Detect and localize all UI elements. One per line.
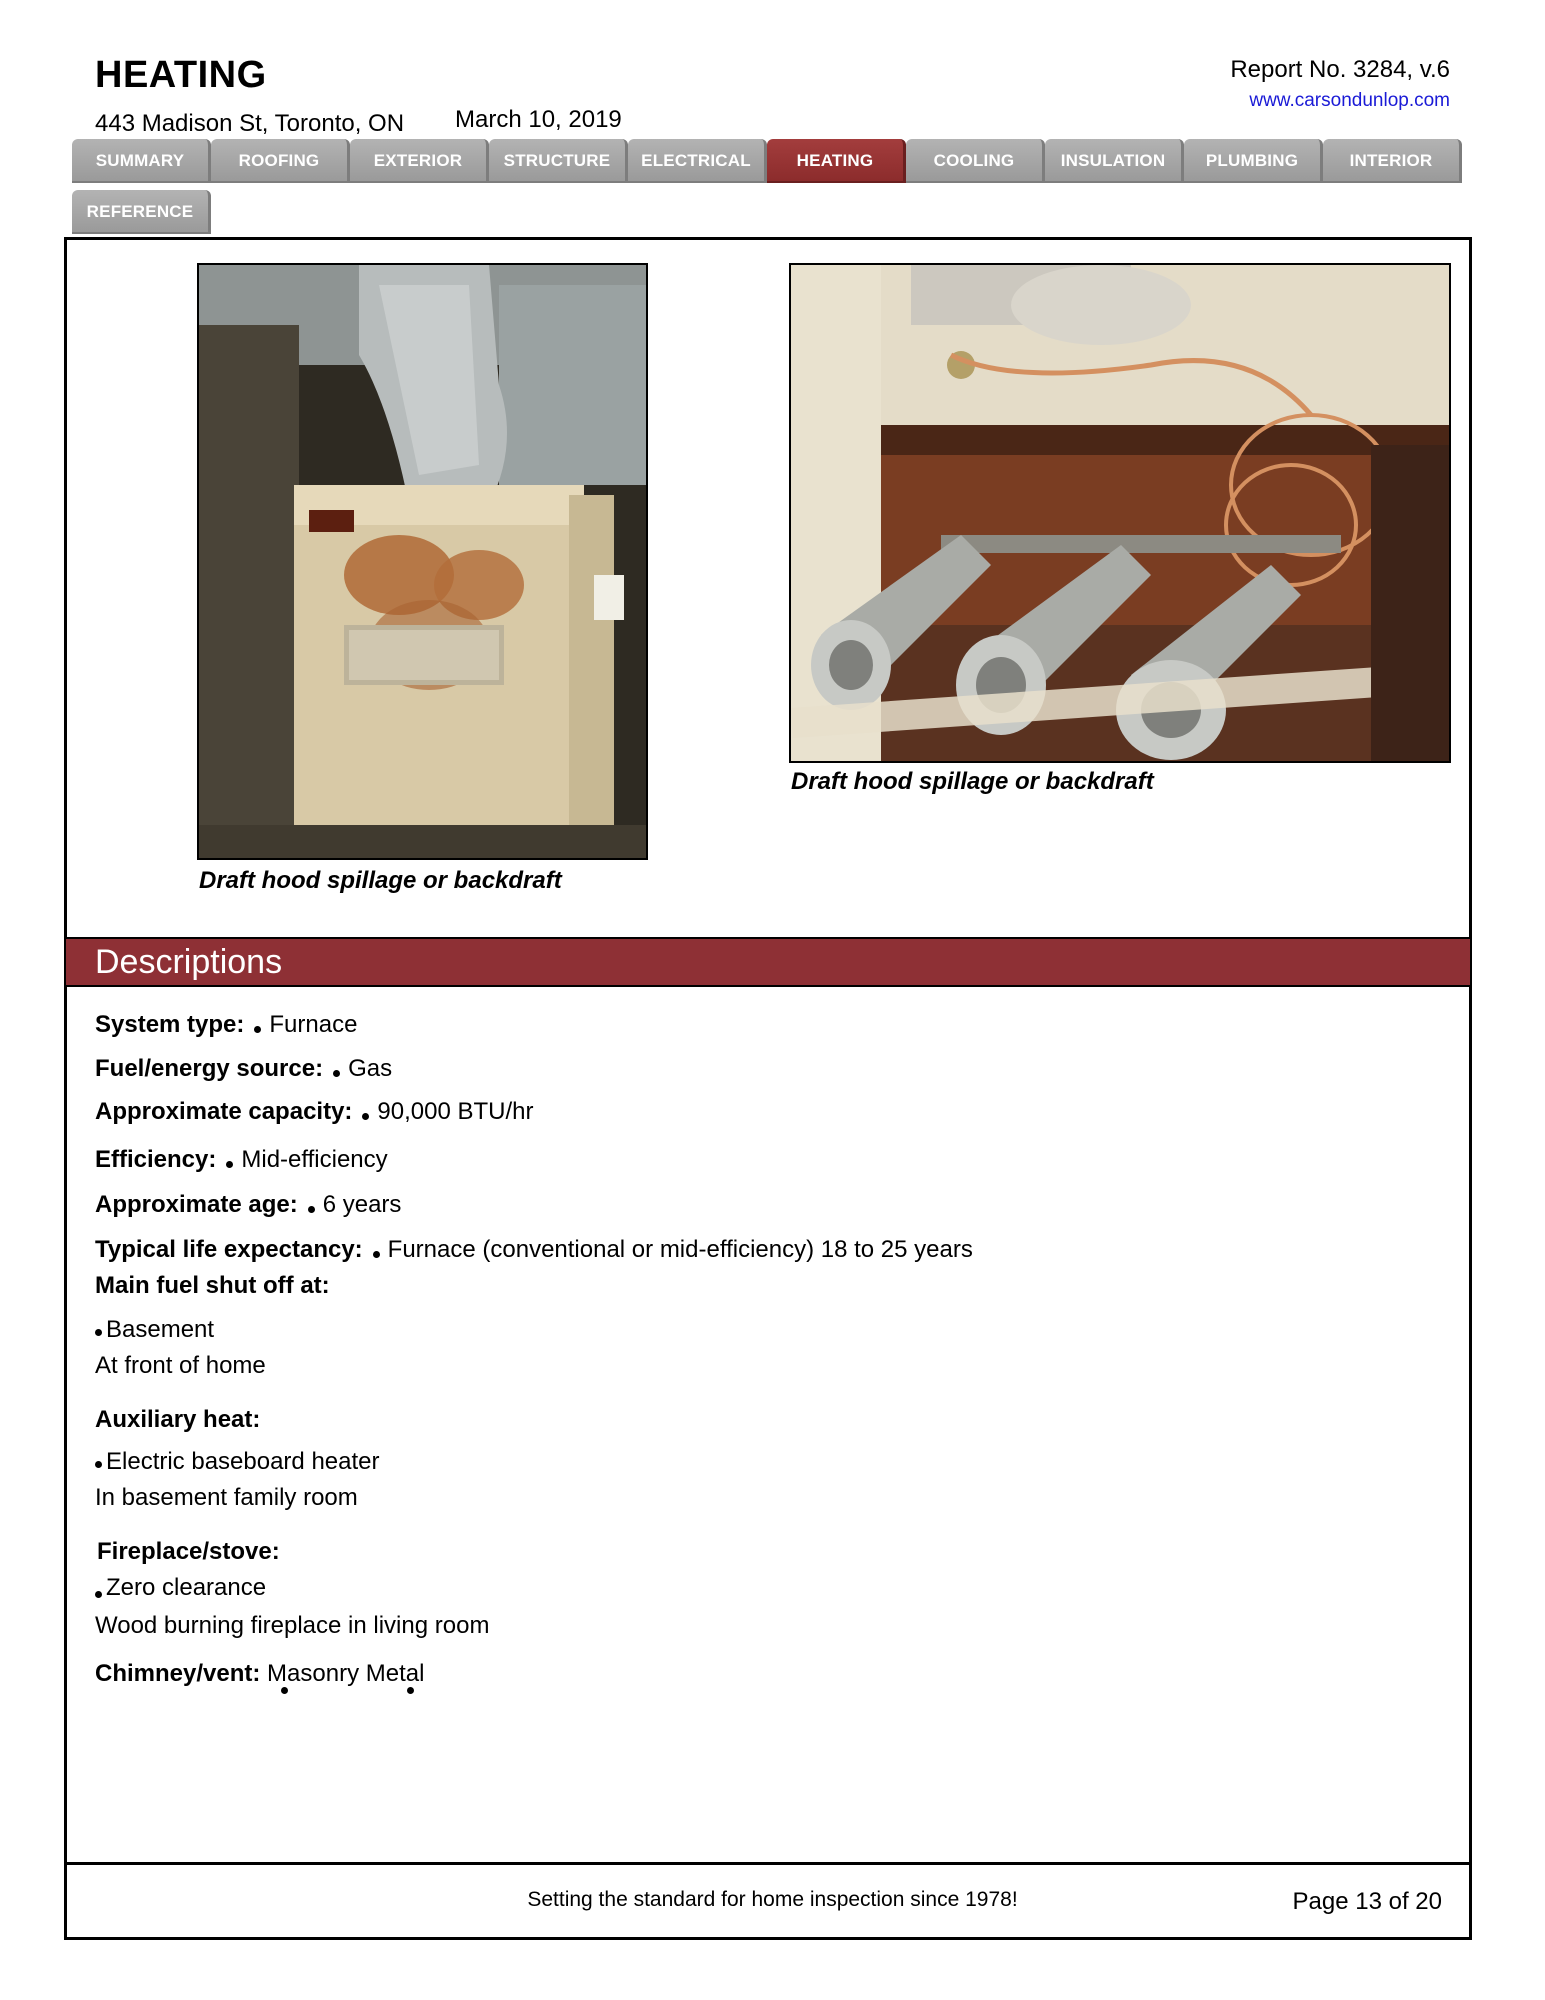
fireplace-value-row: [95, 1574, 266, 1602]
tab-cooling[interactable]: COOLING: [906, 139, 1045, 183]
tab-plumbing[interactable]: PLUMBING: [1184, 139, 1323, 183]
field-label: Approximate capacity:: [95, 1098, 353, 1125]
furnace-illustration: [199, 265, 648, 860]
fireplace-value: Zero clearance: [106, 1574, 267, 1601]
fireplace-note: Wood burning fireplace in living room: [95, 1612, 490, 1639]
fuel-source-row: [95, 1055, 392, 1083]
auxiliary-heat-value-row: [95, 1448, 380, 1476]
field-label: System type:: [95, 1011, 245, 1038]
chimney-value-metal: Metal: [365, 1660, 425, 1687]
field-label: Fireplace/stove:: [97, 1538, 280, 1565]
field-label: Main fuel shut off at:: [95, 1272, 330, 1299]
burner-illustration: [791, 265, 1451, 763]
chimney-row: [95, 1660, 424, 1688]
field-label: Auxiliary heat:: [95, 1406, 261, 1433]
tab-heating[interactable]: HEATING: [767, 139, 906, 183]
fuel-shutoff-note: At front of home: [95, 1352, 266, 1379]
efficiency-value: Mid-efficiency: [241, 1146, 388, 1173]
footer-slogan: Setting the standard for home inspection since 1978!: [527, 1888, 1018, 1911]
burner-photo[interactable]: [789, 263, 1451, 763]
tab-reference[interactable]: REFERENCE: [72, 190, 211, 234]
tab-exterior[interactable]: EXTERIOR: [350, 139, 489, 183]
life-expectancy-value: Furnace (conventional or mid-efficiency) 18 to 25 years: [387, 1236, 973, 1263]
bullet-icon: [308, 1206, 315, 1213]
tab-structure[interactable]: STRUCTURE: [489, 139, 628, 183]
field-label: Typical life expectancy:: [95, 1236, 363, 1263]
report-date: March 10, 2019: [455, 106, 622, 133]
auxiliary-heat-value: Electric baseboard heater: [106, 1448, 380, 1475]
chimney-value-masonry: Masonry: [267, 1660, 360, 1687]
field-label: Approximate age:: [95, 1191, 298, 1218]
bullet-icon: [362, 1113, 369, 1120]
bullet-icon: [281, 1687, 288, 1694]
furnace-photo[interactable]: [197, 263, 648, 860]
report-number: Report No. 3284, v.6: [1230, 56, 1450, 83]
bullet-icon: [407, 1687, 414, 1694]
tab-insulation[interactable]: INSULATION: [1045, 139, 1184, 183]
tab-interior[interactable]: INTERIOR: [1323, 139, 1462, 183]
age-value: 6 years: [322, 1191, 402, 1218]
tab-roofing[interactable]: ROOFING: [211, 139, 350, 183]
fuel-shutoff-value-row: [95, 1316, 214, 1344]
bullet-icon: [254, 1026, 261, 1033]
efficiency-row: [95, 1146, 388, 1174]
fuel-shutoff-value: Basement: [106, 1316, 215, 1343]
tab-summary[interactable]: SUMMARY: [72, 139, 211, 183]
fuel-shutoff-label: [95, 1272, 330, 1300]
bullet-icon: [95, 1591, 102, 1598]
bullet-icon: [95, 1329, 102, 1336]
photo-caption: Draft hood spillage or backdraft: [791, 768, 1154, 795]
life-expectancy-row: [95, 1236, 973, 1264]
field-label: Fuel/energy source:: [95, 1055, 324, 1082]
bullet-icon: [333, 1070, 340, 1077]
page-number: Page 13 of 20: [1292, 1888, 1442, 1915]
property-address: 443 Madison St, Toronto, ON: [95, 110, 405, 137]
capacity-value: 90,000 BTU/hr: [377, 1098, 534, 1125]
photo-caption: Draft hood spillage or backdraft: [199, 867, 562, 894]
page-title: HEATING: [95, 54, 267, 96]
website-link[interactable]: www.carsondunlop.com: [1249, 90, 1450, 111]
bullet-icon: [95, 1461, 102, 1468]
bullet-icon: [226, 1161, 233, 1168]
section-title: Descriptions: [95, 943, 283, 981]
auxiliary-heat-note: In basement family room: [95, 1484, 358, 1511]
field-label: Chimney/vent:: [95, 1660, 261, 1687]
footer-divider: [66, 1862, 1470, 1865]
system-type-value: Furnace: [269, 1011, 358, 1038]
bullet-icon: [373, 1251, 380, 1258]
tab-electrical[interactable]: ELECTRICAL: [628, 139, 767, 183]
fuel-source-value: Gas: [348, 1055, 393, 1082]
fireplace-label: [97, 1538, 280, 1566]
system-type-row: [95, 1011, 357, 1039]
field-label: Efficiency:: [95, 1146, 217, 1173]
age-row: [95, 1191, 401, 1219]
auxiliary-heat-label: [95, 1406, 260, 1434]
capacity-row: [95, 1098, 534, 1126]
